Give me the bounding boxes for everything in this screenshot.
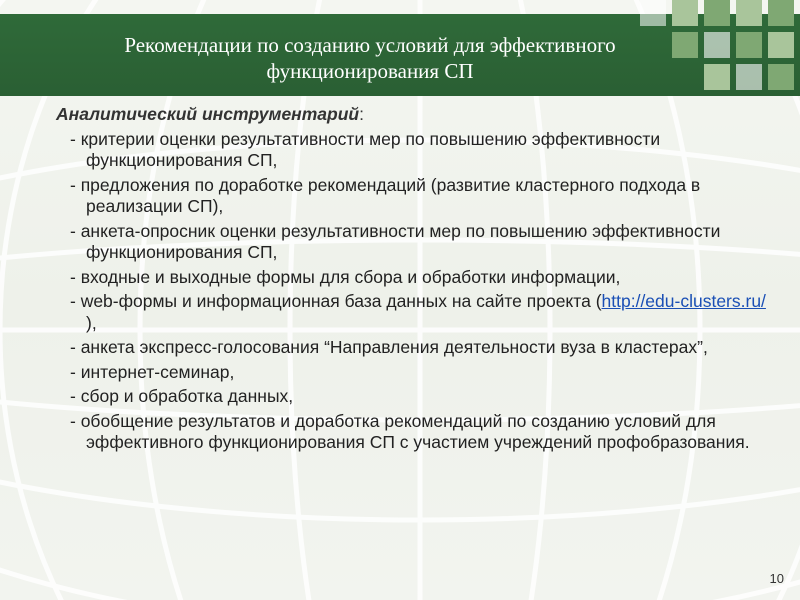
- list-item: - обобщение результатов и доработка рекомендаций по созданию условий для эффективного функционирования СП с участием учреждений профобразования.: [70, 410, 750, 452]
- slide-body: [56, 104, 776, 457]
- decor-square: [640, 0, 666, 26]
- list-item: - интернет-семинар,: [70, 361, 235, 382]
- list-item: - сбор и обработка данных,: [70, 386, 294, 406]
- section-heading-text: Аналитический инструментарий: [56, 104, 360, 124]
- decor-square: [736, 32, 762, 58]
- list-item-text: - web-формы и информационная база данных на сайте проекта (: [70, 291, 602, 311]
- list-item: - анкета экспресс-голосования “Направления деятельности вуза в кластерах”,: [70, 337, 708, 357]
- slide-title-line-1: Рекомендации по созданию условий для эффективного: [124, 33, 616, 57]
- section-heading: [56, 104, 776, 126]
- section-heading-colon: :: [359, 104, 364, 124]
- decorative-squares: [640, 0, 800, 110]
- page-number: 10: [769, 571, 784, 586]
- decor-square: [704, 32, 730, 58]
- decor-square: [704, 64, 730, 90]
- decor-square: [704, 0, 730, 26]
- list-item: - предложения по доработке рекомендаций (развитие кластерного подхода в реализации СП),: [70, 174, 701, 216]
- list-item: [70, 291, 776, 334]
- decor-square: [768, 32, 794, 58]
- decor-square: [672, 32, 698, 58]
- tools-list: [56, 129, 776, 454]
- slide-title-line-2: функционирования СП: [266, 59, 474, 83]
- list-item: - входные и выходные формы для сбора и обработки информации,: [70, 266, 621, 287]
- decor-square: [768, 0, 794, 26]
- decor-square: [672, 0, 698, 26]
- slide-title: [60, 32, 680, 84]
- decor-square: [736, 0, 762, 26]
- list-item: - анкета-опросник оценки результативности мер по повышению эффективности функционирования СП,: [70, 220, 721, 262]
- list-item-text-end: ),: [86, 312, 97, 333]
- decor-square: [736, 64, 762, 90]
- list-item: - критерии оценки результативности мер по повышению эффективности функционирования СП,: [70, 128, 661, 170]
- project-site-link[interactable]: http://edu-clusters.ru/: [601, 291, 766, 311]
- decor-square: [768, 64, 794, 90]
